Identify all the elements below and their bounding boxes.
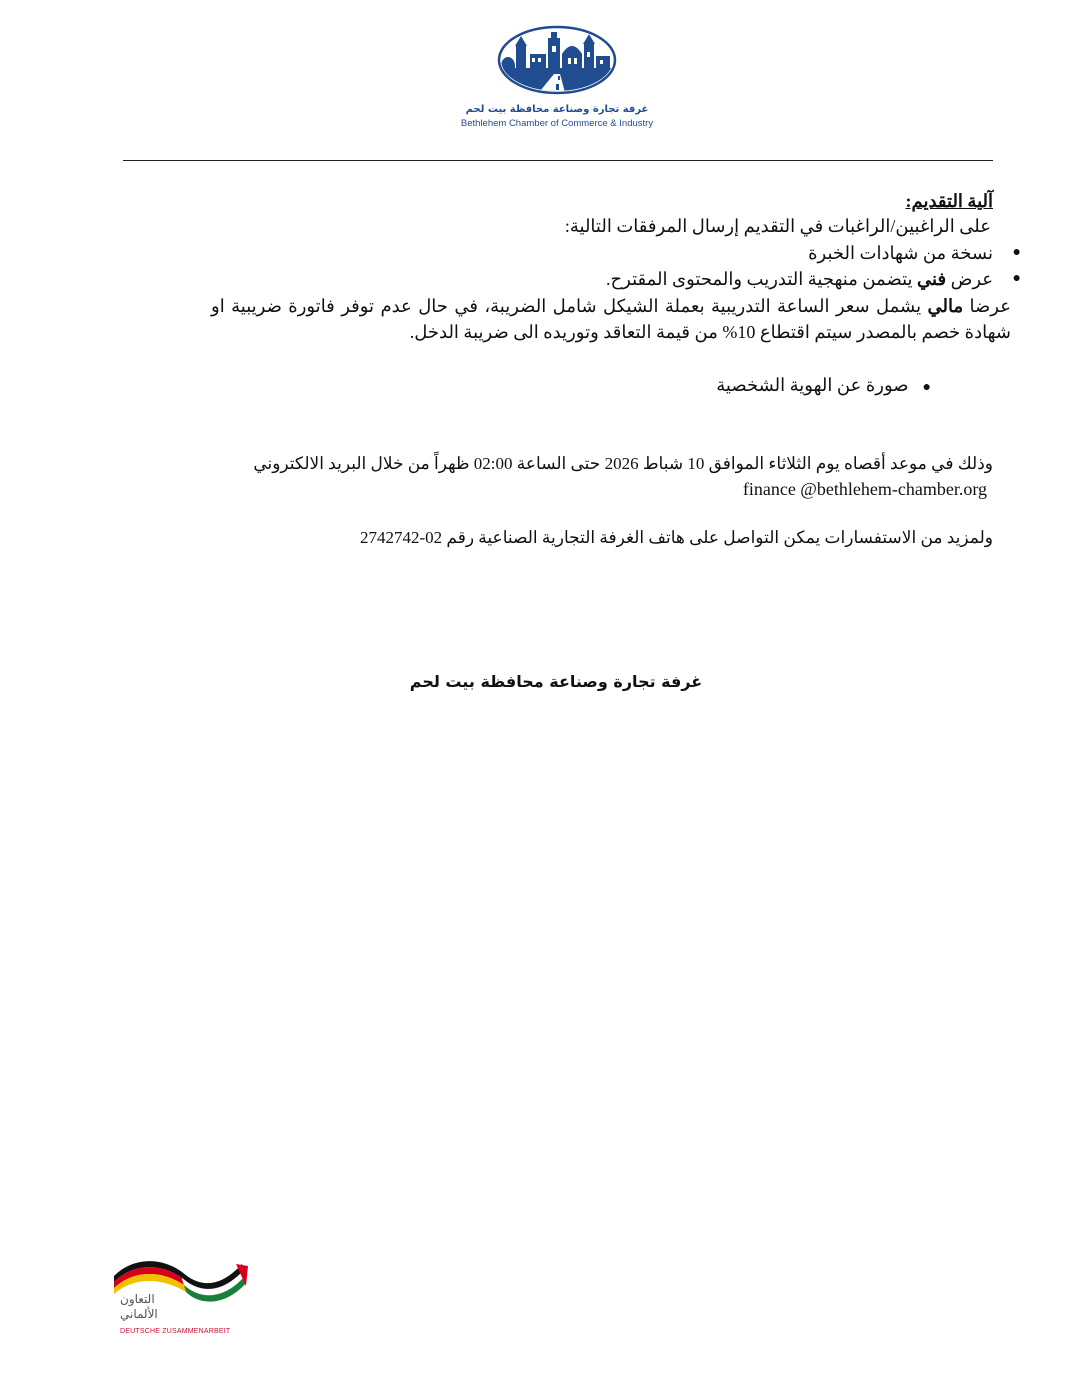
list-item xyxy=(203,266,1021,292)
list-item xyxy=(203,240,1021,266)
partner-line-2: الألماني xyxy=(120,1307,158,1321)
financial-offer-rest: يشمل سعر الساعة التدريبية بعملة الشيكل شامل الضريبة، في حال عدم توفر فاتورة ضريبية او شهادة خصم بالمصدر سيتم اقتطاع 10% من قيمة التعاقد وتوريده الى ضريبة الدخل. xyxy=(211,296,1011,342)
bethlehem-church-emblem-icon xyxy=(496,24,618,96)
financial-offer-prefix: عرضا xyxy=(963,296,1011,316)
requirements-list xyxy=(203,240,1021,292)
signature: غرفة تجارة وصناعة محافظة بيت لحم xyxy=(409,672,703,691)
partner-name-arabic xyxy=(120,1292,158,1322)
financial-offer-paragraph xyxy=(211,293,1011,345)
submission-email[interactable]: finance @bethlehem-chamber.org xyxy=(742,479,987,499)
application-intro: على الراغبين/الراغبات في التقديم إرسال المرفقات التالية: xyxy=(564,216,991,236)
chamber-name-english: Bethlehem Chamber of Commerce & Industry xyxy=(460,118,654,129)
financial-offer-bold: مالي xyxy=(927,296,964,316)
bullet-icon: ● xyxy=(1012,245,1021,260)
id-copy-item xyxy=(716,372,931,401)
partner-name-english: DEUTSCHE ZUSAMMENARBEIT xyxy=(120,1328,231,1335)
bullet-icon: ● xyxy=(1012,271,1021,286)
bullet-icon: ● xyxy=(922,380,931,395)
header-divider xyxy=(123,160,993,161)
id-copy-text: صورة عن الهوية الشخصية xyxy=(716,375,909,395)
technical-offer-bold: فني xyxy=(917,269,947,289)
partner-line-1: التعاون xyxy=(120,1292,155,1306)
deadline-text: وذلك في موعد أقصاه يوم الثلاثاء الموافق 10 شباط 2026 حتى الساعة 02:00 ظهراً من خلال البريد الالكتروني xyxy=(253,454,993,473)
technical-offer-prefix: عرض xyxy=(946,269,993,289)
chamber-name-arabic: غرفة تجارة وصناعة محافظة بيت لحم xyxy=(465,104,649,115)
german-cooperation-logo xyxy=(112,1258,252,1343)
contact-text: ولمزيد من الاستفسارات يمكن التواصل على هاتف الغرفة التجارية الصناعية رقم 02-2742742 xyxy=(359,528,993,547)
application-heading: آلية التقديم: xyxy=(905,191,993,211)
chamber-logo xyxy=(450,24,664,134)
experience-certificates-item: نسخة من شهادات الخبرة xyxy=(808,243,993,263)
technical-offer-rest: يتضمن منهجية التدريب والمحتوى المقترح. xyxy=(606,269,918,289)
